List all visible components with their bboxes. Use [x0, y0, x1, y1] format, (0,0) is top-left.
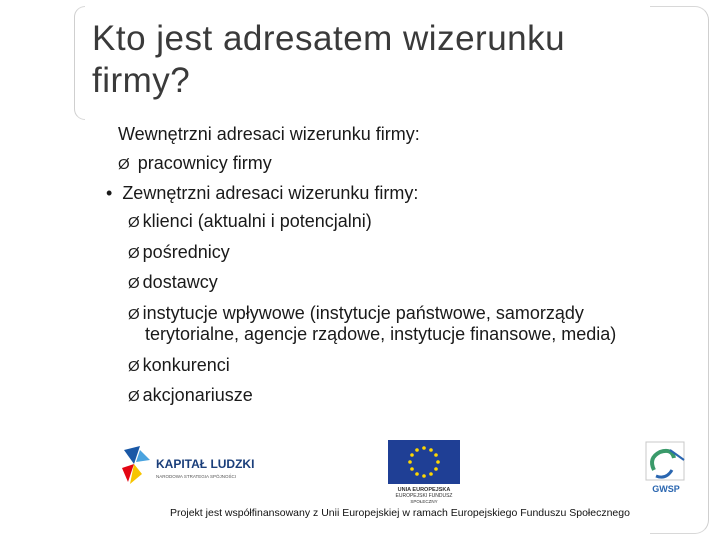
eu-flag-logo	[386, 438, 462, 509]
arrow-bullet-icon: Ø	[128, 214, 140, 231]
list-item-text: dostawcy	[142, 272, 218, 292]
list-item-text: akcjonariusze	[142, 385, 253, 405]
eu-logo-line2: EUROPEJSKI FUNDUSZ	[395, 493, 453, 499]
list-item-text: Wewnętrzni adresaci wizerunku firmy:	[118, 124, 420, 144]
list-item-text: pośrednicy	[142, 242, 230, 262]
list-item-text: instytucje wpływowe (instytucje państwowe, samorządy	[142, 303, 584, 323]
list-item	[128, 354, 230, 378]
list-item	[100, 123, 420, 145]
eu-logo-line1: UNIA EUROPEJSKA	[397, 487, 451, 493]
list-item-text: terytorialne, agencje rządowe, instytucje finansowe, media)	[145, 324, 617, 344]
list-item-text: konkurenci	[142, 355, 230, 375]
kl-logo-sub: NARODOWA STRATEGIA SPÓJNOŚCI	[156, 474, 237, 479]
list-item	[128, 210, 372, 234]
arrow-bullet-icon: Ø	[128, 275, 140, 292]
slide-title: Kto jest adresatem wizerunku firmy?	[92, 19, 566, 100]
arrow-bullet-icon: Ø	[118, 156, 130, 173]
gwsp-logo	[640, 436, 690, 501]
arrow-bullet-icon: Ø	[128, 306, 140, 323]
arrow-bullet-icon: Ø	[128, 245, 140, 262]
gwsp-logo-name: GWSP	[652, 484, 680, 494]
dot-bullet-icon: •	[106, 183, 113, 203]
list-item	[128, 271, 218, 295]
list-item	[118, 152, 272, 176]
arrow-bullet-icon: Ø	[128, 388, 140, 405]
arrow-bullet-icon: Ø	[128, 358, 140, 375]
list-item-text: Zewnętrzni adresaci wizerunku firmy:	[122, 183, 419, 203]
kapital-ludzki-logo	[120, 444, 270, 495]
footer-note: Projekt jest współfinansowany z Unii Europejskiej w ramach Europejskiego Funduszu Społecznego	[170, 507, 630, 519]
list-item-continuation	[145, 323, 616, 345]
list-item-text: klienci (aktualni i potencjalni)	[142, 211, 372, 231]
slide-frame-left	[74, 6, 85, 120]
kl-logo-name: KAPITAŁ LUDZKI	[156, 457, 255, 471]
eu-logo-line3: SPOŁECZNY	[410, 499, 438, 504]
list-item	[128, 384, 253, 408]
list-item-text: pracownicy firmy	[137, 153, 272, 173]
list-item	[128, 241, 230, 265]
list-item	[106, 182, 418, 204]
